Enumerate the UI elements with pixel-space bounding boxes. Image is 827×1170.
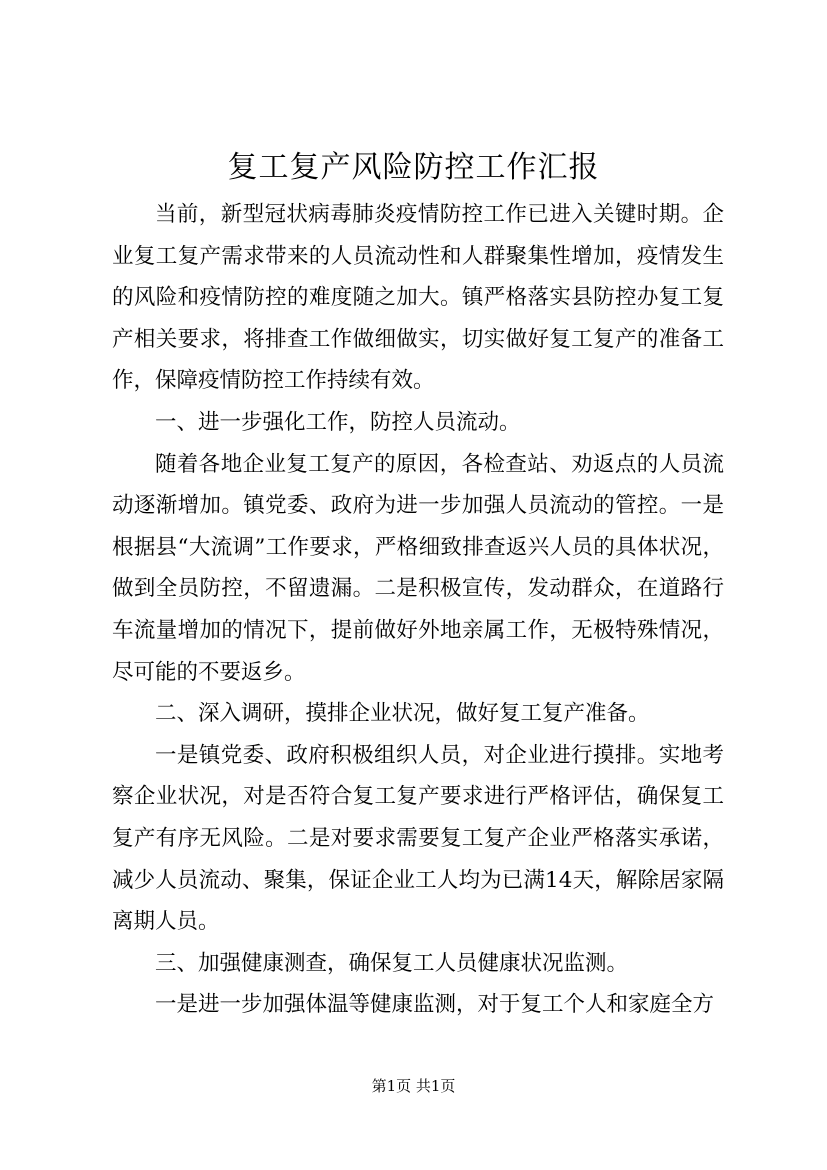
section-heading-3: 三、加强健康测查，确保复工人员健康状况监测。 (155, 950, 629, 976)
page-number: 第1页 (371, 1077, 412, 1095)
paragraph-section-3: 一是进一步加强体温等健康监测，对于复工个人和家庭全方 (155, 992, 715, 1018)
page-total: 共1页 (415, 1077, 456, 1095)
section-heading-2: 二、深入调研，摸排企业状况，做好复工复产准备。 (155, 701, 650, 727)
document-title: 复工复产风险防控工作汇报 (227, 150, 600, 185)
paragraph-intro: 当前，新型冠状病毒肺炎疫情防控工作已进入关键时期。企业复工复产需求带来的人员流动性和人群聚集性增加，疫情发生的风险和疫情防控的难度随之加大。镇严格落实县防控办复工复产相关要求，将排查工作做细做实，切实做好复工复产的准备工作，保障疫情防控工作持续有效。 (112, 202, 724, 394)
paragraph-section-2: 一是镇党委、政府积极组织人员，对企业进行摸排。实地考察企业状况，对是否符合复工复产要求进行严格评估，确保复工复产有序无风险。二是对要求需要复工复产企业严格落实承诺，减少人员流动、聚集，保证企业工人均为已满14天，解除居家隔离期人员。 (112, 742, 724, 935)
page-footer (0, 1076, 827, 1096)
document-body (112, 194, 724, 1026)
paragraph-section-1: 随着各地企业复工复产的原因，各检查站、劝返点的人员流动逐渐增加。镇党委、政府为进一步加强人员流动的管控。一是根据县“大流调”工作要求，严格细致排查返兴人员的具体状况，做到全员防控，不留遗漏。二是积极宣传，发动群众，在道路行车流量增加的情况下，提前做好外地亲属工作，无极特殊情况，尽可能的不要返乡。 (112, 451, 724, 685)
section-heading-1: 一、进一步强化工作，防控人员流动。 (155, 409, 521, 435)
